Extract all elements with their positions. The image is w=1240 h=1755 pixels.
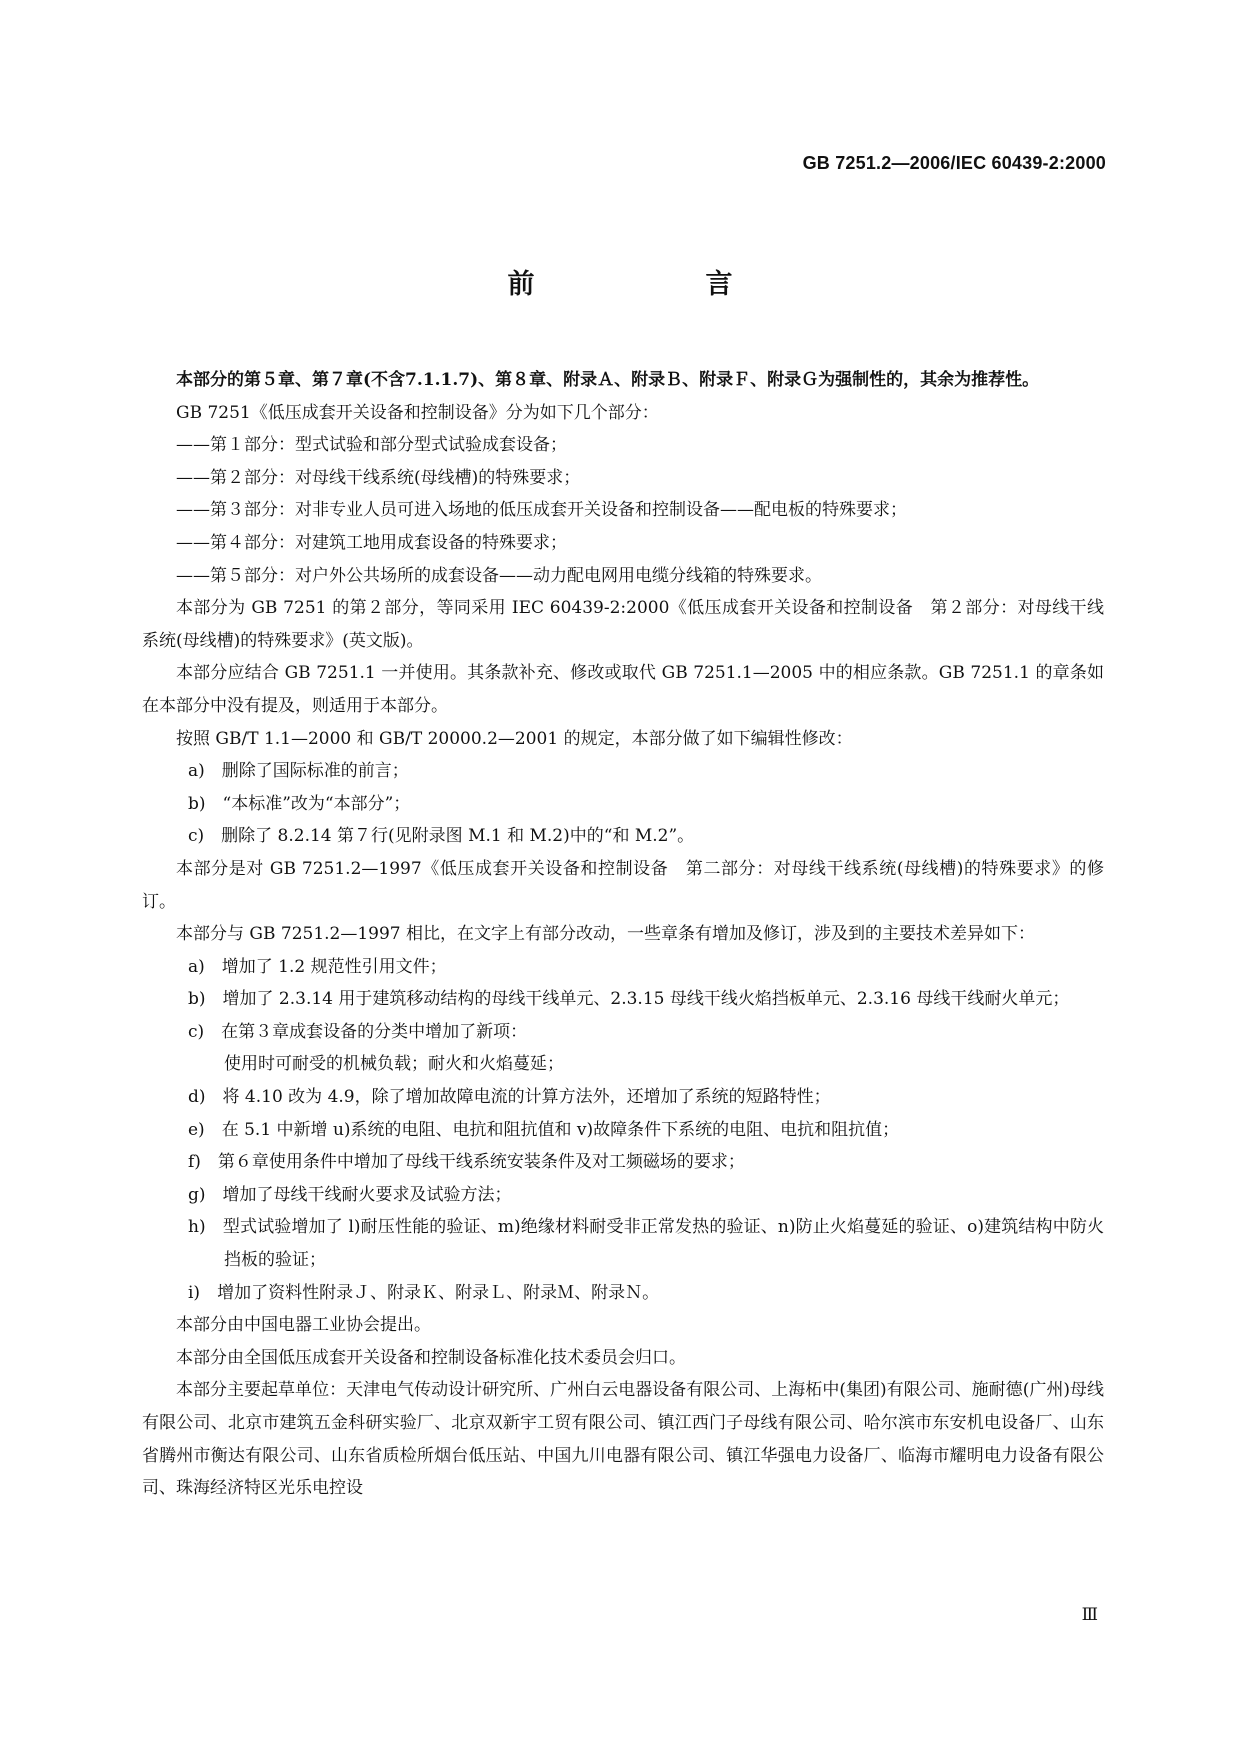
part-item-1: ——第１部分：型式试验和部分型式试验成套设备； xyxy=(176,435,567,456)
paragraph-mandatory: 本部分的第５章、第７章(不含7.1.1.7)、第８章、附录Ａ、附录Ｂ、附录Ｆ、附录Ｇ为强制性的，其余为推荐性。 xyxy=(176,370,1040,390)
document-body xyxy=(142,364,1104,1505)
change-item-h: h) 型式试验增加了 l)耐压性能的验证、m)绝缘材料耐受非正常发热的验证、n)防止火焰蔓延的验证、o)建筑结构中防火挡板的验证； xyxy=(188,1217,1104,1271)
standard-code: GB 7251.2—2006/IEC 60439-2:2000 xyxy=(802,153,1106,173)
change-item-b: b) 增加了 2.3.14 用于建筑移动结构的母线干线单元、2.3.15 母线干线火焰挡板单元、2.3.16 母线干线耐火单元； xyxy=(188,989,1070,1010)
paragraph-parts-intro: GB 7251《低压成套开关设备和控制设备》分为如下几个部分： xyxy=(176,402,659,423)
part-item-4: ——第４部分：对建筑工地用成套设备的特殊要求； xyxy=(176,532,567,553)
paragraph-committee: 本部分由全国低压成套开关设备和控制设备标准化技术委员会归口。 xyxy=(176,1347,686,1368)
paragraph-usage: 本部分应结合 GB 7251.1 一并使用。其条款补充、修改或取代 GB 7251.1—2005 中的相应条款。GB 7251.1 的章条如在本部分中没有提及，则适用于本部分。 xyxy=(142,663,1104,716)
page-title: 前 言 xyxy=(507,269,805,300)
change-item-c-continuation: 使用时可耐受的机械负载；耐火和火焰蔓延； xyxy=(224,1054,564,1075)
paragraph-differences-intro: 本部分与 GB 7251.2—1997 相比，在文字上有部分改动，一些章条有增加及修订，涉及到的主要技术差异如下： xyxy=(176,924,1036,945)
change-item-g: g) 增加了母线干线耐火要求及试验方法； xyxy=(188,1184,512,1205)
part-item-2: ——第２部分：对母线干线系统(母线槽)的特殊要求； xyxy=(176,467,581,488)
paragraph-editorial-intro: 按照 GB/T 1.1—2000 和 GB/T 20000.2—2001 的规定，本部分做了如下编辑性修改： xyxy=(176,728,853,749)
part-item-5: ——第５部分：对户外公共场所的成套设备——动力配电网用电缆分线箱的特殊要求。 xyxy=(176,565,822,586)
part-item-3: ——第３部分：对非专业人员可进入场地的低压成套开关设备和控制设备——配电板的特殊要求； xyxy=(176,500,907,521)
change-item-c: c) 在第３章成套设备的分类中增加了新项： xyxy=(188,1021,528,1042)
paragraph-drafting-units: 本部分主要起草单位：天津电气传动设计研究所、广州白云电器设备有限公司、上海柘中(集团)有限公司、施耐德(广州)母线有限公司、北京市建筑五金科研实验厂、北京双新宇工贸有限公司、镇江西门子母线有限公司、哈尔滨市东安机电设备厂、山东省腾州市衡达有限公司、山东省质检所烟台低压站、中国九川电器有限公司、镇江华强电力设备厂、临海市耀明电力设备有限公司、珠海经济特区光乐电控设 xyxy=(142,1380,1104,1499)
edit-item-c: c) 删除了 8.2.14 第７行(见附录图 M.1 和 M.2)中的“和 M.2”。 xyxy=(188,826,695,847)
change-item-i: i) 增加了资料性附录Ｊ、附录Ｋ、附录Ｌ、附录Ｍ、附录Ｎ。 xyxy=(188,1282,660,1303)
change-item-d: d) 将 4.10 改为 4.9，除了增加故障电流的计算方法外，还增加了系统的短路特性； xyxy=(188,1087,831,1108)
page-number: Ⅲ xyxy=(1081,1605,1098,1625)
paragraph-revision: 本部分是对 GB 7251.2—1997《低压成套开关设备和控制设备 第二部分：对母线干线系统(母线槽)的特殊要求》的修订。 xyxy=(142,858,1104,912)
paragraph-adoption: 本部分为 GB 7251 的第２部分，等同采用 IEC 60439-2:2000《低压成套开关设备和控制设备 第２部分：对母线干线系统(母线槽)的特殊要求》(英文版)。 xyxy=(142,598,1104,651)
change-item-e: e) 在 5.1 中新增 u)系统的电阻、电抗和阻抗值和 v)故障条件下系统的电阻、电抗和阻抗值； xyxy=(188,1119,900,1140)
edit-item-b: b) “本标准”改为“本部分”； xyxy=(188,793,411,814)
edit-item-a: a) 删除了国际标准的前言； xyxy=(188,761,409,782)
paragraph-proposer: 本部分由中国电器工业协会提出。 xyxy=(176,1315,431,1336)
change-item-f: f) 第６章使用条件中增加了母线干线系统安装条件及对工频磁场的要求； xyxy=(188,1152,745,1173)
change-item-a: a) 增加了 1.2 规范性引用文件； xyxy=(188,956,447,977)
